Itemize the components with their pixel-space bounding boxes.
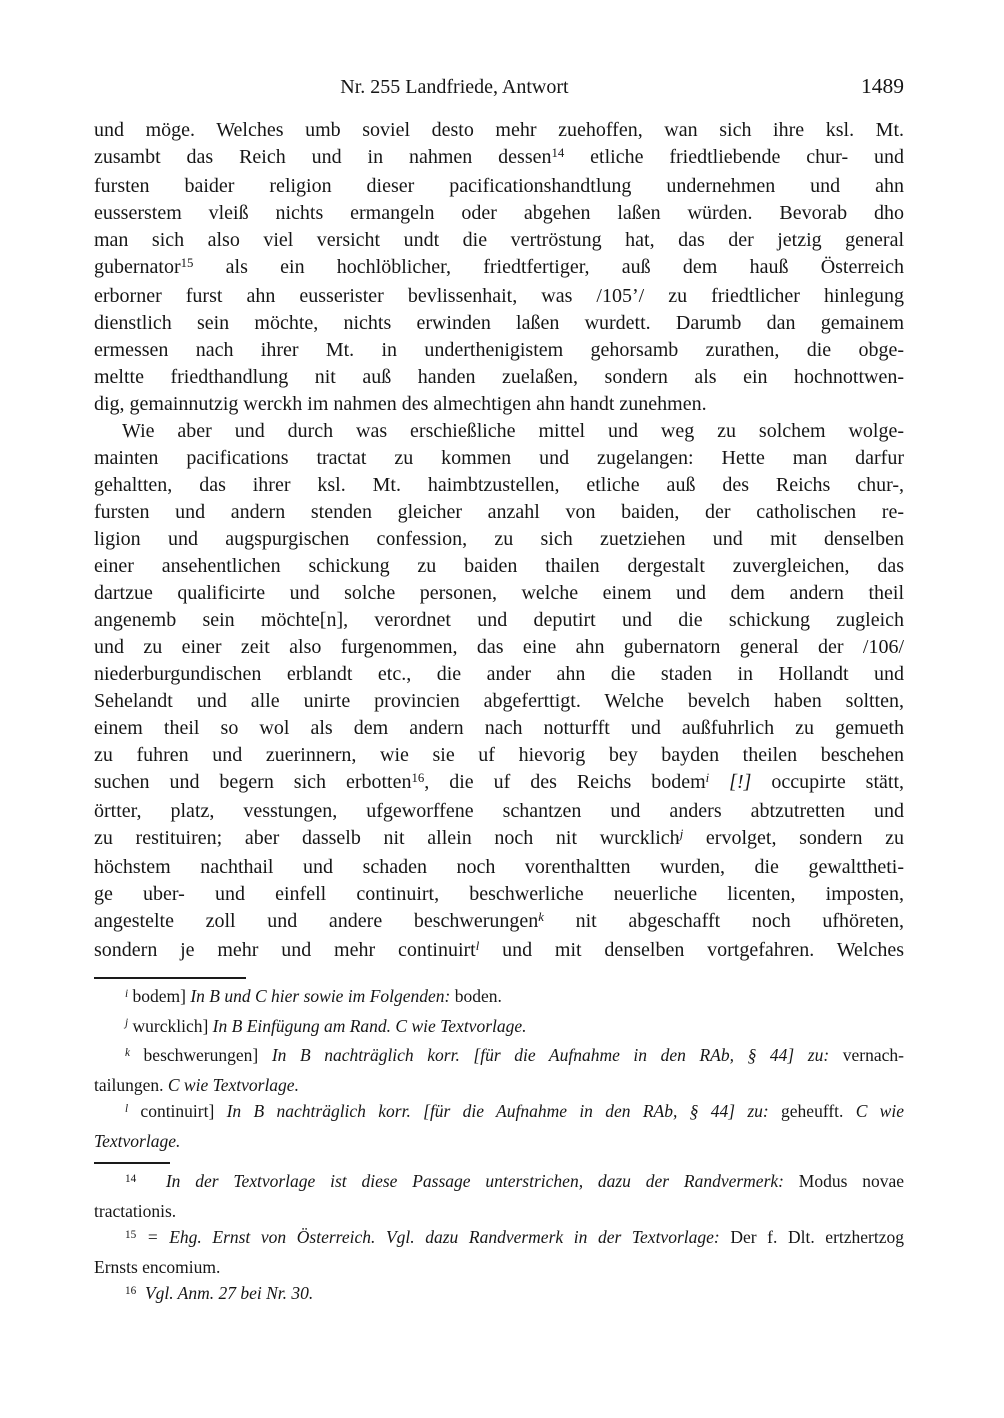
text-segment: zusambt das Reich und in nahmen dessen bbox=[94, 146, 552, 168]
main-text-block bbox=[94, 117, 904, 966]
text-segment: mainten pacifications tractat zu kommen und zugelangen: Hette man darfur bbox=[94, 447, 904, 469]
text-segment: ligion und augspurgischen confession, zu sich zuetziehen und mit denselben bbox=[94, 528, 904, 550]
text-segment: angestelte zoll und andere beschwerungen bbox=[94, 910, 539, 932]
text-segment: man sich also viel versicht undt die vertröstung hat, das der jetzig general bbox=[94, 229, 904, 251]
text-segment: gehaltten, das ihrer ksl. Mt. haimbtzustellen, etliche auß des Reichs chur-, bbox=[94, 474, 904, 496]
text-segment: k bbox=[538, 909, 544, 924]
apparatus-note-line bbox=[94, 1128, 904, 1155]
apparatus-note-line bbox=[94, 1013, 904, 1043]
text-segment: Textvorlage. bbox=[94, 1130, 181, 1151]
main-text-line bbox=[94, 173, 904, 200]
text-segment: meltte friedthandlung nit auß handen zuelaßen, sondern als ein hochnottwen- bbox=[94, 366, 904, 388]
text-segment: dartzue qualificirte und solche personen, welche einem und dem andern theil bbox=[94, 582, 904, 604]
text-segment: ermessen nach ihrer Mt. in underthenigistem gehorsamb zurathen, die obge- bbox=[94, 339, 904, 361]
main-text-line bbox=[94, 607, 904, 634]
text-segment: beschwerungen] bbox=[129, 1045, 272, 1065]
text-segment: = Ehg. Ernst von Österreich. Vgl. dazu Randvermerk in der Textvorlage: bbox=[146, 1227, 720, 1247]
main-text-line bbox=[94, 854, 904, 881]
apparatus-note-line bbox=[94, 1098, 904, 1128]
main-text-line bbox=[94, 337, 904, 364]
main-text-line bbox=[94, 742, 904, 769]
text-segment: und zu einer zeit also furgenommen, das eine ahn gubernatorn general der /106/ bbox=[94, 636, 904, 658]
text-segment: In B Einfügung am Rand. C wie Textvorlage. bbox=[212, 1015, 527, 1036]
footnote-line bbox=[94, 1198, 904, 1225]
text-segment: zu restituiren; aber dasselb nit allein noch nit wurcklich bbox=[94, 827, 680, 849]
text-segment bbox=[136, 1171, 166, 1191]
main-text-line bbox=[94, 283, 904, 310]
main-text-line bbox=[94, 526, 904, 553]
main-text-line bbox=[94, 364, 904, 391]
main-text-line bbox=[94, 825, 904, 854]
text-segment: und mit denselben vortgefahren. Welches bbox=[479, 939, 904, 961]
text-segment: boden. bbox=[450, 986, 502, 1006]
text-segment: geheufft. bbox=[768, 1101, 856, 1121]
text-segment: dig, gemainnutzig werckh im nahmen des almechtigen ahn handt zunehmen. bbox=[94, 393, 707, 415]
text-segment: In B nachträglich korr. [für die Aufnahme in den RAb, § 44] zu: bbox=[271, 1045, 830, 1065]
text-segment: 15 bbox=[180, 255, 194, 270]
text-segment: occupirte stätt, bbox=[751, 771, 905, 793]
text-segment: örtter, platz, vesstungen, ufgeworffene schantzen und anders abtzutretten und bbox=[94, 800, 904, 822]
running-head-title: Nr. 255 Landfriede, Antwort bbox=[340, 76, 569, 98]
text-segment: nit abgeschafft noch ufhöreten, bbox=[543, 910, 904, 932]
main-text-line bbox=[94, 254, 904, 283]
main-text-line bbox=[94, 472, 904, 499]
text-segment: 16 bbox=[125, 1284, 137, 1297]
text-segment bbox=[136, 1227, 147, 1247]
main-text-line bbox=[94, 445, 904, 472]
text-segment: als ein hochlöblicher, friedtfertiger, auß dem hauß Österreich bbox=[193, 256, 904, 278]
main-text-line bbox=[94, 418, 904, 445]
text-segment: Der f. Dlt. ertzhertzog bbox=[719, 1227, 905, 1247]
text-segment: k bbox=[125, 1046, 130, 1059]
apparatus-note-line bbox=[94, 983, 904, 1013]
footnote-line bbox=[94, 1168, 904, 1198]
text-segment: In B und C hier sowie im Folgenden: bbox=[190, 986, 451, 1006]
footnote-line bbox=[94, 1280, 904, 1310]
footnotes-block bbox=[94, 1168, 904, 1310]
text-segment bbox=[709, 771, 729, 793]
text-segment: etliche friedtliebende chur- und bbox=[564, 146, 904, 168]
text-segment: Wie aber und durch was erschießliche mittel und weg zu solchem wolge- bbox=[122, 420, 904, 442]
text-segment: j bbox=[679, 826, 684, 841]
text-segment bbox=[136, 1283, 145, 1303]
text-segment: 15 bbox=[125, 1228, 137, 1241]
main-text-line bbox=[94, 881, 904, 908]
main-text-line bbox=[94, 227, 904, 254]
text-segment: einem theil so wol als dem andern nach notturfft und außfuhrlich zu gemueth bbox=[94, 717, 904, 739]
main-text-line bbox=[94, 937, 904, 966]
text-segment: continuirt] bbox=[128, 1101, 227, 1121]
page-number: 1489 bbox=[861, 74, 904, 98]
apparatus-separator-rule bbox=[94, 977, 246, 979]
text-segment: tailungen. bbox=[94, 1074, 168, 1095]
text-segment: einer ansehentlichen schickung zu baiden thailen dergestalt zuvergleichen, das bbox=[94, 555, 904, 577]
text-segment: tractationis. bbox=[94, 1200, 177, 1221]
text-segment: ervolget, sondern zu bbox=[683, 827, 904, 849]
main-text-line bbox=[94, 908, 904, 937]
text-segment: , die uf des Reichs bodem bbox=[424, 771, 706, 793]
main-text-line bbox=[94, 661, 904, 688]
main-text-line bbox=[94, 117, 904, 144]
text-segment: In B nachträglich korr. [für die Aufnahme in den RAb, § 44] zu: bbox=[226, 1101, 769, 1121]
footnote-line bbox=[94, 1254, 904, 1281]
main-text-line bbox=[94, 688, 904, 715]
text-segment: Modus novae bbox=[783, 1171, 905, 1191]
text-segment: dienstlich sein möchte, nichts erwinden laßen wurdett. Darumb dan gemainem bbox=[94, 312, 904, 334]
main-text-line bbox=[94, 798, 904, 825]
text-segment: suchen und begern sich erbotten bbox=[94, 771, 412, 793]
text-segment: eusserstem vleiß nichts ermangeln oder abgehen laßen würden. Bevorab dho bbox=[94, 202, 904, 224]
text-segment: C wie Textvorlage. bbox=[167, 1074, 299, 1095]
text-segment: C wie bbox=[855, 1101, 904, 1121]
text-segment: ge uber- und einfell continuirt, beschwerliche neuerliche licenten, imposten, bbox=[94, 883, 904, 905]
text-segment: und möge. Welches umb soviel desto mehr zuehoffen, wan sich ihre ksl. Mt. bbox=[94, 119, 904, 141]
text-segment: i bbox=[705, 770, 710, 785]
apparatus-note-line bbox=[94, 1072, 904, 1099]
main-text-line bbox=[94, 580, 904, 607]
footnote-separator-rule bbox=[94, 1162, 170, 1164]
main-text-line bbox=[94, 715, 904, 742]
text-segment: wurcklich] bbox=[128, 1015, 213, 1036]
apparatus-note-line bbox=[94, 1042, 904, 1072]
text-segment: j bbox=[125, 1017, 129, 1030]
text-segment: niederburgundischen erblandt etc., die ander ahn die staden in Hollandt und bbox=[94, 663, 904, 685]
text-segment: fursten baider religion dieser pacificationshandtlung undernehmen und ahn bbox=[94, 175, 904, 197]
main-text-line bbox=[94, 310, 904, 337]
text-segment: höchstem nachthail und schaden noch vorenthaltten wurden, die gewalttheti- bbox=[94, 856, 904, 878]
text-segment: Ernsts encomium. bbox=[94, 1256, 221, 1277]
text-segment: In der Textvorlage ist diese Passage unterstrichen, dazu der Randvermerk: bbox=[165, 1171, 784, 1191]
text-segment: i bbox=[125, 987, 129, 1000]
main-text-line bbox=[94, 391, 904, 418]
text-segment: sondern je mehr und mehr continuirt bbox=[94, 939, 476, 961]
text-segment: l bbox=[475, 938, 480, 953]
main-text-line bbox=[94, 499, 904, 526]
text-segment: angenemb sein möchte[n], verordnet und deputirt und die schickung zugleich bbox=[94, 609, 904, 631]
text-segment: Vgl. Anm. 27 bei Nr. 30. bbox=[144, 1283, 314, 1303]
text-segment: 16 bbox=[411, 770, 425, 785]
text-segment: bodem] bbox=[128, 986, 191, 1006]
text-segment: fursten und andern stenden gleicher anzahl von baiden, der catholischen re- bbox=[94, 501, 904, 523]
text-segment: gubernator bbox=[94, 256, 181, 278]
main-text-line bbox=[94, 769, 904, 798]
text-segment: erborner furst ahn eusserister bevlissenhait, was /105’/ zu friedtlicher hinlegung bbox=[94, 285, 904, 307]
main-text-line bbox=[94, 634, 904, 661]
text-segment: [!] bbox=[729, 771, 752, 793]
main-text-line bbox=[94, 553, 904, 580]
running-head bbox=[94, 76, 904, 104]
footnote-line bbox=[94, 1224, 904, 1254]
main-text-line bbox=[94, 200, 904, 227]
text-segment: vernach- bbox=[829, 1045, 904, 1065]
text-segment: 14 bbox=[125, 1172, 137, 1185]
text-segment: l bbox=[125, 1102, 129, 1115]
book-page bbox=[94, 0, 904, 1310]
text-segment: Sehelandt und alle unirte provincien abgeferttigt. Welche bevelch haben soltten, bbox=[94, 690, 904, 712]
apparatus-notes-block bbox=[94, 983, 904, 1154]
main-text-line bbox=[94, 144, 904, 173]
text-segment: zu fuhren und zuerinnern, wie sie uf hievorig bey bayden theilen beschehen bbox=[94, 744, 904, 766]
text-segment: 14 bbox=[551, 145, 565, 160]
